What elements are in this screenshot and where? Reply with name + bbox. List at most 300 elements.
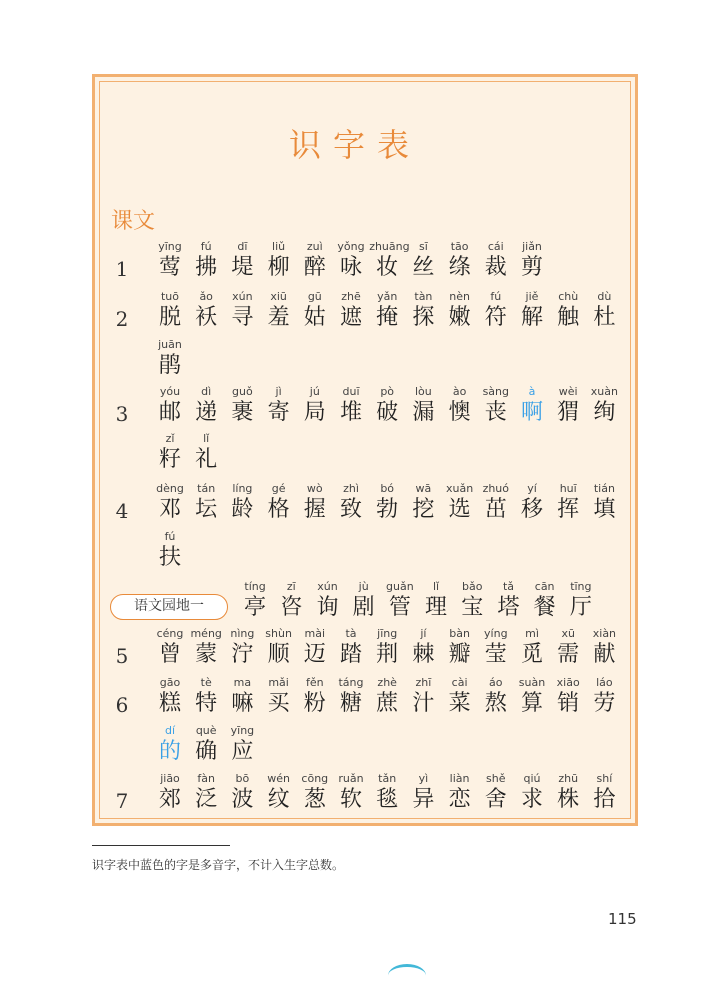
pinyin: líng bbox=[232, 482, 253, 495]
hanzi: 郊 bbox=[158, 787, 181, 812]
hanzi: 剪 bbox=[520, 255, 543, 280]
character-cell bbox=[188, 627, 224, 669]
pinyin: tàn bbox=[414, 290, 433, 303]
hanzi: 曾 bbox=[158, 642, 181, 667]
footnote: 识字表中蓝色的字是多音字，不计入生字总数。 bbox=[92, 858, 345, 872]
pinyin: jú bbox=[309, 385, 320, 398]
character-cell bbox=[454, 580, 490, 622]
character-cell bbox=[514, 627, 550, 669]
hanzi: 勃 bbox=[376, 497, 399, 522]
hanzi: 挥 bbox=[557, 497, 580, 522]
hanzi: 毯 bbox=[376, 787, 399, 812]
character-cell bbox=[224, 482, 260, 524]
character-cell bbox=[188, 385, 224, 427]
character-cell bbox=[261, 482, 297, 524]
hanzi: 拾 bbox=[593, 787, 616, 812]
page-title: 识字表 bbox=[288, 126, 421, 164]
pinyin: gé bbox=[271, 482, 286, 495]
hanzi: 触 bbox=[557, 305, 580, 330]
hanzi: 塔 bbox=[497, 595, 520, 620]
pinyin: wā bbox=[415, 482, 432, 495]
character-cell bbox=[442, 290, 478, 332]
character-cell bbox=[405, 240, 441, 282]
hanzi: 鹃 bbox=[158, 353, 181, 378]
hanzi: 异 bbox=[412, 787, 435, 812]
character-cell bbox=[152, 338, 188, 380]
character-cell bbox=[261, 385, 297, 427]
character-cell bbox=[369, 772, 405, 814]
character-cell bbox=[188, 290, 224, 332]
character-cell bbox=[514, 482, 550, 524]
hanzi: 汁 bbox=[412, 691, 435, 716]
pinyin: jiě bbox=[525, 290, 539, 303]
character-cell bbox=[586, 772, 622, 814]
character-cell bbox=[490, 580, 526, 622]
character-cell bbox=[237, 580, 273, 622]
character-cell bbox=[152, 290, 188, 332]
character-cell bbox=[550, 676, 586, 718]
character-cell bbox=[563, 580, 599, 622]
pinyin: lǐ bbox=[433, 580, 440, 593]
pinyin: áo bbox=[489, 676, 503, 689]
pinyin: tè bbox=[200, 676, 212, 689]
character-cell bbox=[297, 772, 333, 814]
pinyin: jīng bbox=[377, 627, 398, 640]
pinyin: dèng bbox=[156, 482, 184, 495]
character-cell bbox=[478, 385, 514, 427]
character-cell bbox=[188, 432, 224, 474]
hanzi: 妆 bbox=[376, 255, 399, 280]
character-cell bbox=[297, 482, 333, 524]
pinyin: pò bbox=[380, 385, 395, 398]
hanzi: 拂 bbox=[195, 255, 218, 280]
hanzi: 破 bbox=[376, 400, 399, 425]
character-cell bbox=[333, 772, 369, 814]
hanzi: 应 bbox=[231, 739, 254, 764]
character-cell bbox=[478, 290, 514, 332]
character-cell bbox=[369, 290, 405, 332]
pinyin: tián bbox=[593, 482, 615, 495]
pinyin: méng bbox=[190, 627, 222, 640]
section-badge: 语文园地一 bbox=[110, 594, 228, 620]
character-cell bbox=[224, 772, 260, 814]
character-cell bbox=[224, 240, 260, 282]
character-cell bbox=[442, 482, 478, 524]
pinyin: cái bbox=[487, 240, 504, 253]
character-cell bbox=[224, 676, 260, 718]
hanzi: 漏 bbox=[412, 400, 435, 425]
pinyin: tà bbox=[345, 627, 357, 640]
character-cell bbox=[333, 676, 369, 718]
hanzi: 宝 bbox=[461, 595, 484, 620]
character-cell bbox=[514, 385, 550, 427]
character-cell bbox=[188, 724, 224, 766]
character-cell bbox=[550, 385, 586, 427]
character-cell bbox=[586, 676, 622, 718]
character-cell bbox=[405, 290, 441, 332]
character-cell bbox=[333, 482, 369, 524]
hanzi: 掩 bbox=[376, 305, 399, 330]
pinyin: ào bbox=[452, 385, 467, 398]
pinyin: jì bbox=[275, 385, 282, 398]
hanzi: 符 bbox=[484, 305, 507, 330]
pinyin: sī bbox=[418, 240, 428, 253]
hanzi: 挖 bbox=[412, 497, 435, 522]
character-cell bbox=[261, 290, 297, 332]
character-cell bbox=[478, 676, 514, 718]
character-cell bbox=[297, 676, 333, 718]
hanzi: 局 bbox=[303, 400, 326, 425]
character-cell bbox=[188, 772, 224, 814]
character-cell bbox=[297, 627, 333, 669]
pinyin: fú bbox=[164, 530, 176, 543]
lesson-number: 1 bbox=[115, 257, 129, 281]
character-cell bbox=[586, 290, 622, 332]
pinyin: tán bbox=[197, 482, 216, 495]
character-cell bbox=[405, 385, 441, 427]
character-cell bbox=[333, 385, 369, 427]
hanzi: 粉 bbox=[303, 691, 326, 716]
hanzi: 献 bbox=[593, 642, 616, 667]
character-cell bbox=[188, 676, 224, 718]
character-cell bbox=[405, 676, 441, 718]
character-cell bbox=[478, 240, 514, 282]
pinyin: tǎ bbox=[502, 580, 514, 593]
character-cell bbox=[369, 385, 405, 427]
pinyin: suàn bbox=[518, 676, 546, 689]
hanzi: 绚 bbox=[593, 400, 616, 425]
hanzi: 裁 bbox=[484, 255, 507, 280]
pinyin: zhì bbox=[343, 482, 359, 495]
pinyin: fàn bbox=[197, 772, 215, 785]
pinyin: shí bbox=[596, 772, 613, 785]
pinyin: xiàn bbox=[592, 627, 617, 640]
character-cell bbox=[442, 627, 478, 669]
character-cell bbox=[550, 772, 586, 814]
pinyin: céng bbox=[156, 627, 184, 640]
pinyin: dī bbox=[237, 240, 248, 253]
lesson-number: 4 bbox=[115, 499, 129, 523]
pinyin: liàn bbox=[449, 772, 470, 785]
hanzi: 丝 bbox=[412, 255, 435, 280]
character-cell bbox=[550, 290, 586, 332]
pinyin: què bbox=[195, 724, 217, 737]
hanzi: 株 bbox=[557, 787, 580, 812]
character-cell bbox=[297, 290, 333, 332]
character-cell bbox=[514, 676, 550, 718]
character-cell bbox=[261, 772, 297, 814]
pinyin: mài bbox=[304, 627, 326, 640]
hanzi: 舍 bbox=[484, 787, 507, 812]
pinyin: zuì bbox=[306, 240, 323, 253]
pinyin: wén bbox=[267, 772, 290, 785]
character-cell bbox=[369, 482, 405, 524]
hanzi: 坛 bbox=[195, 497, 218, 522]
lesson-number: 5 bbox=[115, 644, 129, 668]
pinyin: xuǎn bbox=[445, 482, 474, 495]
pinyin: wò bbox=[306, 482, 323, 495]
hanzi: 堤 bbox=[231, 255, 254, 280]
pinyin: dù bbox=[597, 290, 612, 303]
pinyin: zhuó bbox=[482, 482, 510, 495]
pinyin: mì bbox=[525, 627, 539, 640]
pinyin: sàng bbox=[482, 385, 510, 398]
pinyin: à bbox=[528, 385, 536, 398]
pinyin: duī bbox=[342, 385, 360, 398]
hanzi: 觅 bbox=[520, 642, 543, 667]
pinyin: wèi bbox=[558, 385, 578, 398]
hanzi: 握 bbox=[303, 497, 326, 522]
pinyin: dì bbox=[201, 385, 212, 398]
hanzi: 恋 bbox=[448, 787, 471, 812]
pinyin: zhē bbox=[341, 290, 361, 303]
pinyin: bǎo bbox=[462, 580, 483, 593]
pinyin: shùn bbox=[265, 627, 292, 640]
pinyin: yíng bbox=[484, 627, 508, 640]
hanzi: 葱 bbox=[303, 787, 326, 812]
hanzi: 亭 bbox=[244, 595, 267, 620]
character-cell bbox=[152, 724, 188, 766]
character-cell bbox=[550, 482, 586, 524]
pinyin: fú bbox=[490, 290, 502, 303]
hanzi: 莹 bbox=[484, 642, 507, 667]
pinyin: guǒ bbox=[232, 385, 253, 398]
hanzi: 瓣 bbox=[448, 642, 471, 667]
hanzi: 堆 bbox=[339, 400, 362, 425]
character-cell bbox=[514, 772, 550, 814]
hanzi: 探 bbox=[412, 305, 435, 330]
pinyin: zī bbox=[286, 580, 296, 593]
hanzi: 糕 bbox=[158, 691, 181, 716]
pinyin: xū bbox=[561, 627, 575, 640]
hanzi: 求 bbox=[520, 787, 543, 812]
pinyin: nèn bbox=[449, 290, 470, 303]
pinyin: juān bbox=[158, 338, 182, 351]
pinyin: tíng bbox=[244, 580, 266, 593]
pinyin: xuàn bbox=[590, 385, 618, 398]
hanzi: 波 bbox=[231, 787, 254, 812]
pinyin: tīng bbox=[570, 580, 592, 593]
pinyin: shě bbox=[486, 772, 506, 785]
character-cell bbox=[514, 290, 550, 332]
pinyin: cōng bbox=[301, 772, 329, 785]
lesson-number: 3 bbox=[115, 402, 129, 426]
hanzi: 棘 bbox=[412, 642, 435, 667]
pinyin: mǎi bbox=[268, 676, 289, 689]
hanzi: 嘛 bbox=[231, 691, 254, 716]
pinyin: jí bbox=[420, 627, 427, 640]
hanzi: 袄 bbox=[195, 305, 218, 330]
pinyin: ruǎn bbox=[338, 772, 364, 785]
hanzi: 莺 bbox=[158, 255, 181, 280]
pinyin: jiǎn bbox=[522, 240, 542, 253]
hanzi: 递 bbox=[195, 400, 218, 425]
character-cell bbox=[297, 385, 333, 427]
pinyin: láo bbox=[596, 676, 613, 689]
character-cell bbox=[309, 580, 345, 622]
character-cell bbox=[478, 627, 514, 669]
hanzi: 茁 bbox=[484, 497, 507, 522]
pinyin: nìng bbox=[230, 627, 255, 640]
hanzi: 裹 bbox=[231, 400, 254, 425]
hanzi: 特 bbox=[195, 691, 218, 716]
hanzi: 剧 bbox=[352, 595, 375, 620]
hanzi: 厅 bbox=[569, 595, 592, 620]
pinyin: ǎo bbox=[199, 290, 213, 303]
character-cell bbox=[405, 482, 441, 524]
pinyin: yǎn bbox=[377, 290, 398, 303]
hanzi: 劳 bbox=[593, 691, 616, 716]
lesson-number: 6 bbox=[115, 693, 129, 717]
character-cell bbox=[261, 240, 297, 282]
hanzi: 确 bbox=[195, 739, 218, 764]
pinyin: yǒng bbox=[337, 240, 365, 253]
lesson-number: 2 bbox=[115, 307, 129, 331]
hanzi: 迈 bbox=[303, 642, 326, 667]
pinyin: yīng bbox=[158, 240, 182, 253]
hanzi: 咏 bbox=[339, 255, 362, 280]
pinyin: gū bbox=[307, 290, 322, 303]
hanzi: 羞 bbox=[267, 305, 290, 330]
hanzi: 管 bbox=[388, 595, 411, 620]
hanzi: 丧 bbox=[484, 400, 507, 425]
character-cell bbox=[442, 385, 478, 427]
character-cell bbox=[586, 482, 622, 524]
character-cell bbox=[224, 627, 260, 669]
pinyin: zǐ bbox=[165, 432, 175, 445]
hanzi: 柳 bbox=[267, 255, 290, 280]
character-cell bbox=[152, 772, 188, 814]
hanzi: 买 bbox=[267, 691, 290, 716]
character-cell bbox=[478, 482, 514, 524]
character-cell bbox=[188, 240, 224, 282]
pinyin: dí bbox=[164, 724, 176, 737]
character-cell bbox=[261, 676, 297, 718]
hanzi: 邓 bbox=[158, 497, 181, 522]
character-cell bbox=[261, 627, 297, 669]
character-cell bbox=[152, 482, 188, 524]
pinyin: fěn bbox=[305, 676, 324, 689]
hanzi: 籽 bbox=[158, 447, 181, 472]
pinyin: bàn bbox=[449, 627, 470, 640]
character-cell bbox=[442, 240, 478, 282]
pinyin: cài bbox=[451, 676, 468, 689]
hanzi: 猬 bbox=[557, 400, 580, 425]
pinyin: táng bbox=[338, 676, 364, 689]
pinyin: lòu bbox=[415, 385, 432, 398]
hanzi: 泛 bbox=[195, 787, 218, 812]
pinyin: guǎn bbox=[386, 580, 414, 593]
hanzi: 填 bbox=[593, 497, 616, 522]
pinyin: gāo bbox=[159, 676, 181, 689]
pinyin: jiāo bbox=[160, 772, 180, 785]
pinyin: chù bbox=[558, 290, 579, 303]
pinyin: tǎn bbox=[378, 772, 397, 785]
character-cell bbox=[550, 627, 586, 669]
hanzi: 熬 bbox=[484, 691, 507, 716]
pinyin: tāo bbox=[450, 240, 469, 253]
hanzi: 踏 bbox=[339, 642, 362, 667]
hanzi: 餐 bbox=[533, 595, 556, 620]
hanzi: 懊 bbox=[448, 400, 471, 425]
lesson-number: 7 bbox=[115, 789, 129, 813]
pinyin: xún bbox=[232, 290, 253, 303]
hanzi: 脱 bbox=[158, 305, 181, 330]
character-cell bbox=[382, 580, 418, 622]
character-cell bbox=[442, 676, 478, 718]
hanzi: 移 bbox=[520, 497, 543, 522]
character-cell bbox=[224, 724, 260, 766]
hanzi: 的 bbox=[158, 739, 181, 764]
pinyin: zhuāng bbox=[369, 240, 410, 253]
character-cell bbox=[369, 676, 405, 718]
character-cell bbox=[527, 580, 563, 622]
pinyin: zhè bbox=[377, 676, 397, 689]
hanzi: 软 bbox=[339, 787, 362, 812]
character-cell bbox=[152, 530, 188, 572]
pinyin: jù bbox=[358, 580, 369, 593]
pinyin: yóu bbox=[159, 385, 181, 398]
hanzi: 泞 bbox=[231, 642, 254, 667]
hanzi: 遮 bbox=[339, 305, 362, 330]
hanzi: 邮 bbox=[158, 400, 181, 425]
hanzi: 蒙 bbox=[195, 642, 218, 667]
hanzi: 理 bbox=[425, 595, 448, 620]
pinyin: lǐ bbox=[203, 432, 210, 445]
hanzi: 咨 bbox=[280, 595, 303, 620]
character-cell bbox=[224, 385, 260, 427]
hanzi: 格 bbox=[267, 497, 290, 522]
character-cell bbox=[152, 627, 188, 669]
hanzi: 顺 bbox=[267, 642, 290, 667]
hanzi: 寄 bbox=[267, 400, 290, 425]
pinyin: zhū bbox=[558, 772, 579, 785]
page-number: 115 bbox=[608, 910, 637, 928]
pinyin: xiāo bbox=[556, 676, 580, 689]
character-cell bbox=[442, 772, 478, 814]
character-cell bbox=[224, 290, 260, 332]
pinyin: huī bbox=[559, 482, 577, 495]
hanzi: 龄 bbox=[231, 497, 254, 522]
pinyin: bō bbox=[235, 772, 250, 785]
character-cell bbox=[405, 627, 441, 669]
page-decoration-arc bbox=[388, 964, 426, 987]
character-cell bbox=[586, 385, 622, 427]
hanzi: 荆 bbox=[376, 642, 399, 667]
character-cell bbox=[273, 580, 309, 622]
character-cell bbox=[369, 627, 405, 669]
pinyin: qiú bbox=[523, 772, 541, 785]
pinyin: zhī bbox=[415, 676, 432, 689]
hanzi: 杜 bbox=[593, 305, 616, 330]
hanzi: 礼 bbox=[195, 447, 218, 472]
footnote-divider bbox=[92, 845, 230, 846]
character-cell bbox=[188, 482, 224, 524]
pinyin: yì bbox=[418, 772, 429, 785]
character-cell bbox=[152, 240, 188, 282]
hanzi: 扶 bbox=[158, 545, 181, 570]
character-cell bbox=[152, 676, 188, 718]
hanzi: 菜 bbox=[448, 691, 471, 716]
pinyin: yí bbox=[527, 482, 537, 495]
hanzi: 致 bbox=[339, 497, 362, 522]
character-cell bbox=[297, 240, 333, 282]
pinyin: fú bbox=[200, 240, 212, 253]
hanzi: 算 bbox=[520, 691, 543, 716]
character-cell bbox=[333, 627, 369, 669]
character-cell bbox=[333, 240, 369, 282]
hanzi: 需 bbox=[557, 642, 580, 667]
